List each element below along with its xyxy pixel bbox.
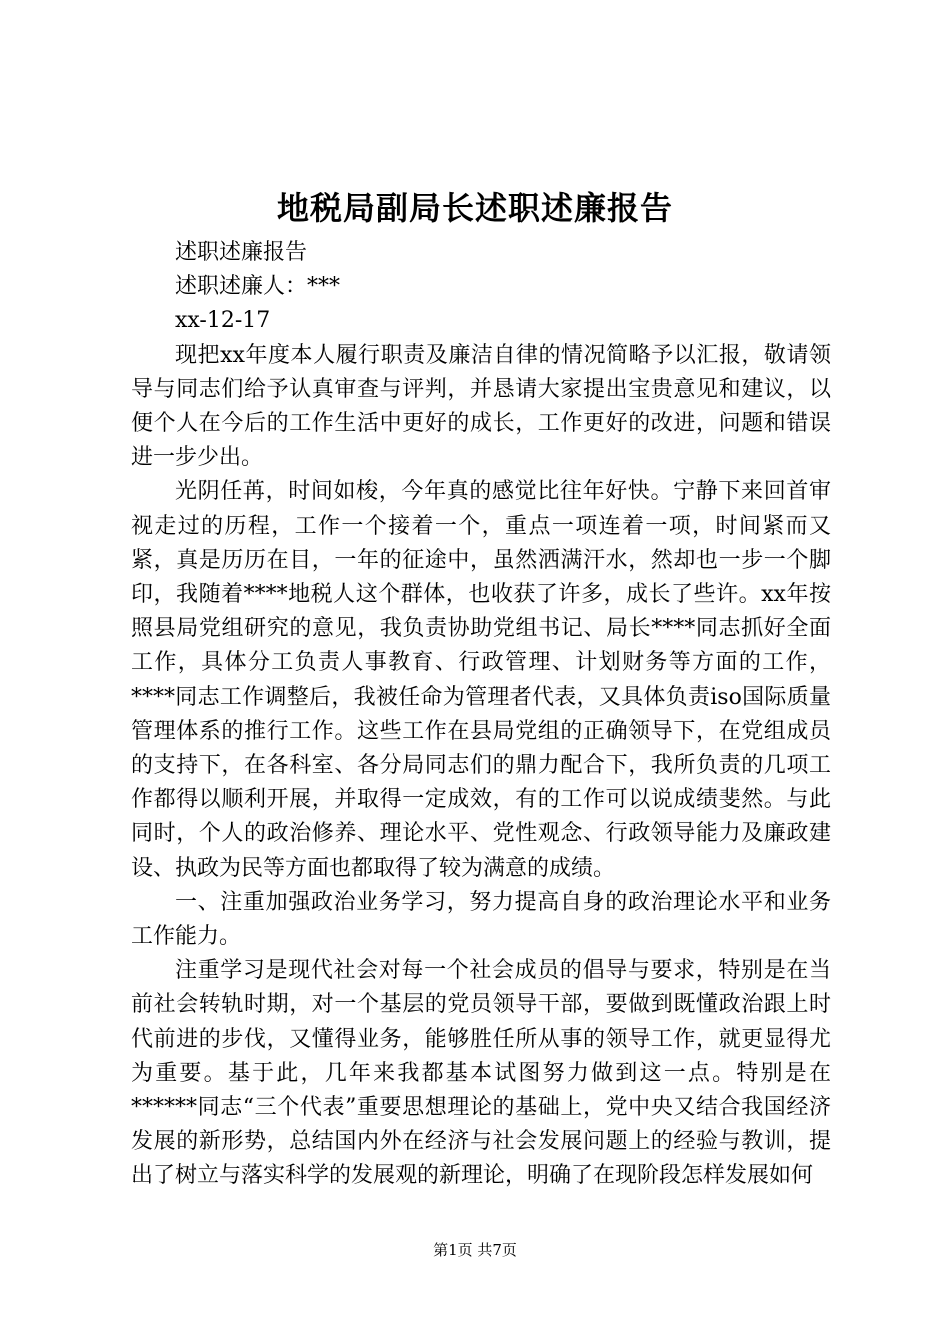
section-heading: 一、注重加强政治业务学习，努力提高自身的政治理论水平和业务工作能力。 xyxy=(131,889,831,950)
body-paragraph: 现把xx年度本人履行职责及廉洁自律的情况简略予以汇报，敬请领导与同志们给予认真审查与评判，并恳请大家提出宝贵意见和建议，以便个人在今后的工作生活中更好的成长，工作更好的改进，问题和错误进一步少出。 xyxy=(131,342,831,471)
doc-subtitle: 述职述廉报告 xyxy=(175,240,308,265)
doc-author-line: 述职述廉人：*** xyxy=(175,274,341,300)
doc-date: xx-12-17 xyxy=(175,308,271,334)
page-number-footer: 第1页 共7页 xyxy=(433,1241,517,1259)
document-body xyxy=(131,236,831,1194)
body-paragraph: 光阴任苒，时间如梭，今年真的感觉比往年好快。宁静下来回首审视走过的历程，工作一个接着一个，重点一项连着一项，时间紧而又紧，真是历历在目，一年的征途中，虽然洒满汗水，然却也一步一个脚印，我随着****地税人这个群体，也收获了许多，成长了些许。xx年按照县局党组研究的意见，我负责协助党组书记、局长****同志抓好全面工作，具体分工负责人事教育、行政管理、计划财务等方面的工作，****同志工作调整后，我被任命为管理者代表，又具体负责iso国际质量管理体系的推行工作。这些工作在县局党组的正确领导下，在党组成员的支持下，在各科室、各分局同志们的鼎力配合下，我所负责的几项工作都得以顺利开展，并取得一定成效，有的工作可以说成绩斐然。与此同时，个人的政治修养、理论水平、党性观念、行政领导能力及廉政建设、执政为民等方面也都取得了较为满意的成绩。 xyxy=(131,479,831,881)
body-paragraph: 注重学习是现代社会对每一个社会成员的倡导与要求，特别是在当前社会转轨时期，对一个基层的党员领导干部，要做到既懂政治跟上时代前进的步伐，又懂得业务，能够胜任所从事的领导工作，就更显得尤为重要。基于此，几年来我都基本试图努力做到这一点。特别是在******同志“三个代表”重要思想理论的基础上，党中央又结合我国经济发展的新形势，总结国内外在经济与社会发展问题上的经验与教训，提出了树立与落实科学的发展观的新理论，明确了在现阶段怎样发展如何 xyxy=(131,958,831,1189)
document-title: 地税局副局长述职述廉报告 xyxy=(276,189,673,227)
